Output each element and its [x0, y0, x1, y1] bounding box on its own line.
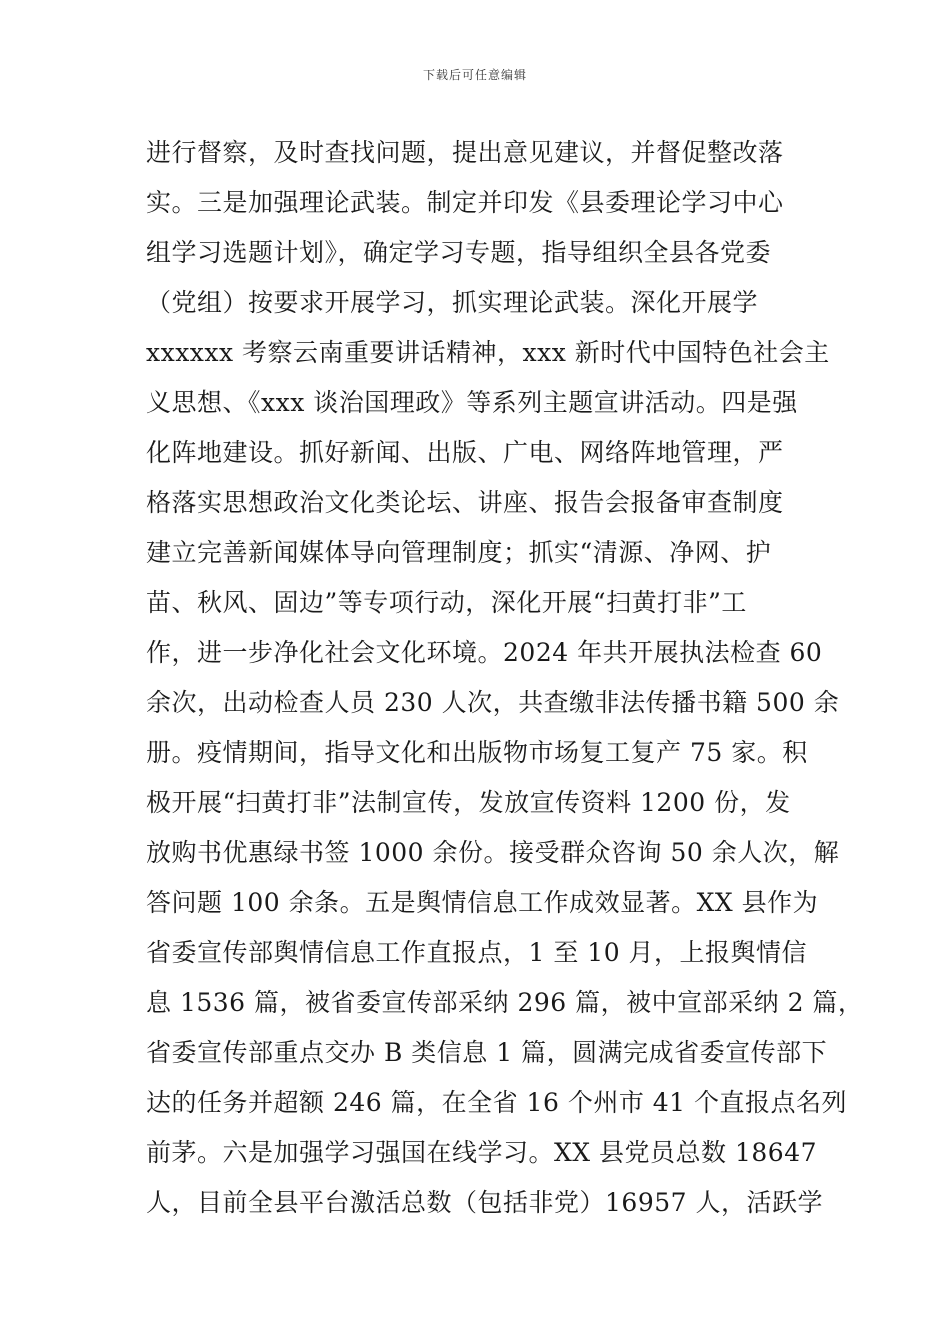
- text-line: 义思想、《xxx 谈治国理政》等系列主题宣讲活动。四是强: [146, 388, 798, 417]
- text-line: 化阵地建设。抓好新闻、出版、广电、网络阵地管理，严: [146, 438, 784, 467]
- text-line: 省委宣传部舆情信息工作直报点，1 至 10 月，上报舆情信: [146, 938, 808, 967]
- text-line: 建立完善新闻媒体导向管理制度；抓实“清源、净网、护: [146, 538, 772, 567]
- text-line: 答问题 100 余条。五是舆情信息工作成效显著。XX 县作为: [146, 888, 819, 917]
- text-line: 余次，出动检查人员 230 人次，共查缴非法传播书籍 500 余: [146, 688, 840, 717]
- text-line: 放购书优惠绿书签 1000 余份。接受群众咨询 50 余人次，解: [146, 838, 840, 867]
- text-line: 达的任务并超额 246 篇，在全省 16 个州市 41 个直报点名列: [146, 1088, 848, 1117]
- text-line: 进行督察，及时查找问题，提出意见建议，并督促整改落: [146, 138, 784, 167]
- text-line: 苗、秋风、固边”等专项行动，深化开展“扫黄打非”工: [146, 588, 747, 617]
- text-line: 前茅。六是加强学习强国在线学习。XX 县党员总数 18647: [146, 1138, 818, 1167]
- text-line: 息 1536 篇，被省委宣传部采纳 296 篇，被中宣部采纳 2 篇，: [146, 988, 864, 1017]
- text-line: 实。三是加强理论武装。制定并印发《县委理论学习中心: [146, 188, 784, 217]
- text-line: 组学习选题计划》，确定学习专题，指导组织全县各党委: [146, 238, 772, 267]
- body-paragraph: [146, 128, 864, 1228]
- text-line: 作，进一步净化社会文化环境。2024 年共开展执法检查 60: [146, 638, 823, 667]
- text-line: 省委宣传部重点交办 B 类信息 1 篇，圆满完成省委宣传部下: [146, 1038, 828, 1067]
- text-line: 极开展“扫黄打非”法制宣传，发放宣传资料 1200 份，发: [146, 788, 791, 817]
- text-line: 格落实思想政治文化类论坛、讲座、报告会报备审查制度: [146, 488, 784, 517]
- text-line: 册。疫情期间，指导文化和出版物市场复工复产 75 家。积: [146, 738, 808, 767]
- text-line: xxxxxx 考察云南重要讲话精神，xxx 新时代中国特色社会主: [146, 338, 830, 367]
- text-line: （党组）按要求开展学习，抓实理论武装。深化开展学: [146, 288, 759, 317]
- page-header: 下载后可任意编辑: [422, 68, 527, 82]
- text-line: 人，目前全县平台激活总数（包括非党）16957 人，活跃学: [146, 1188, 823, 1217]
